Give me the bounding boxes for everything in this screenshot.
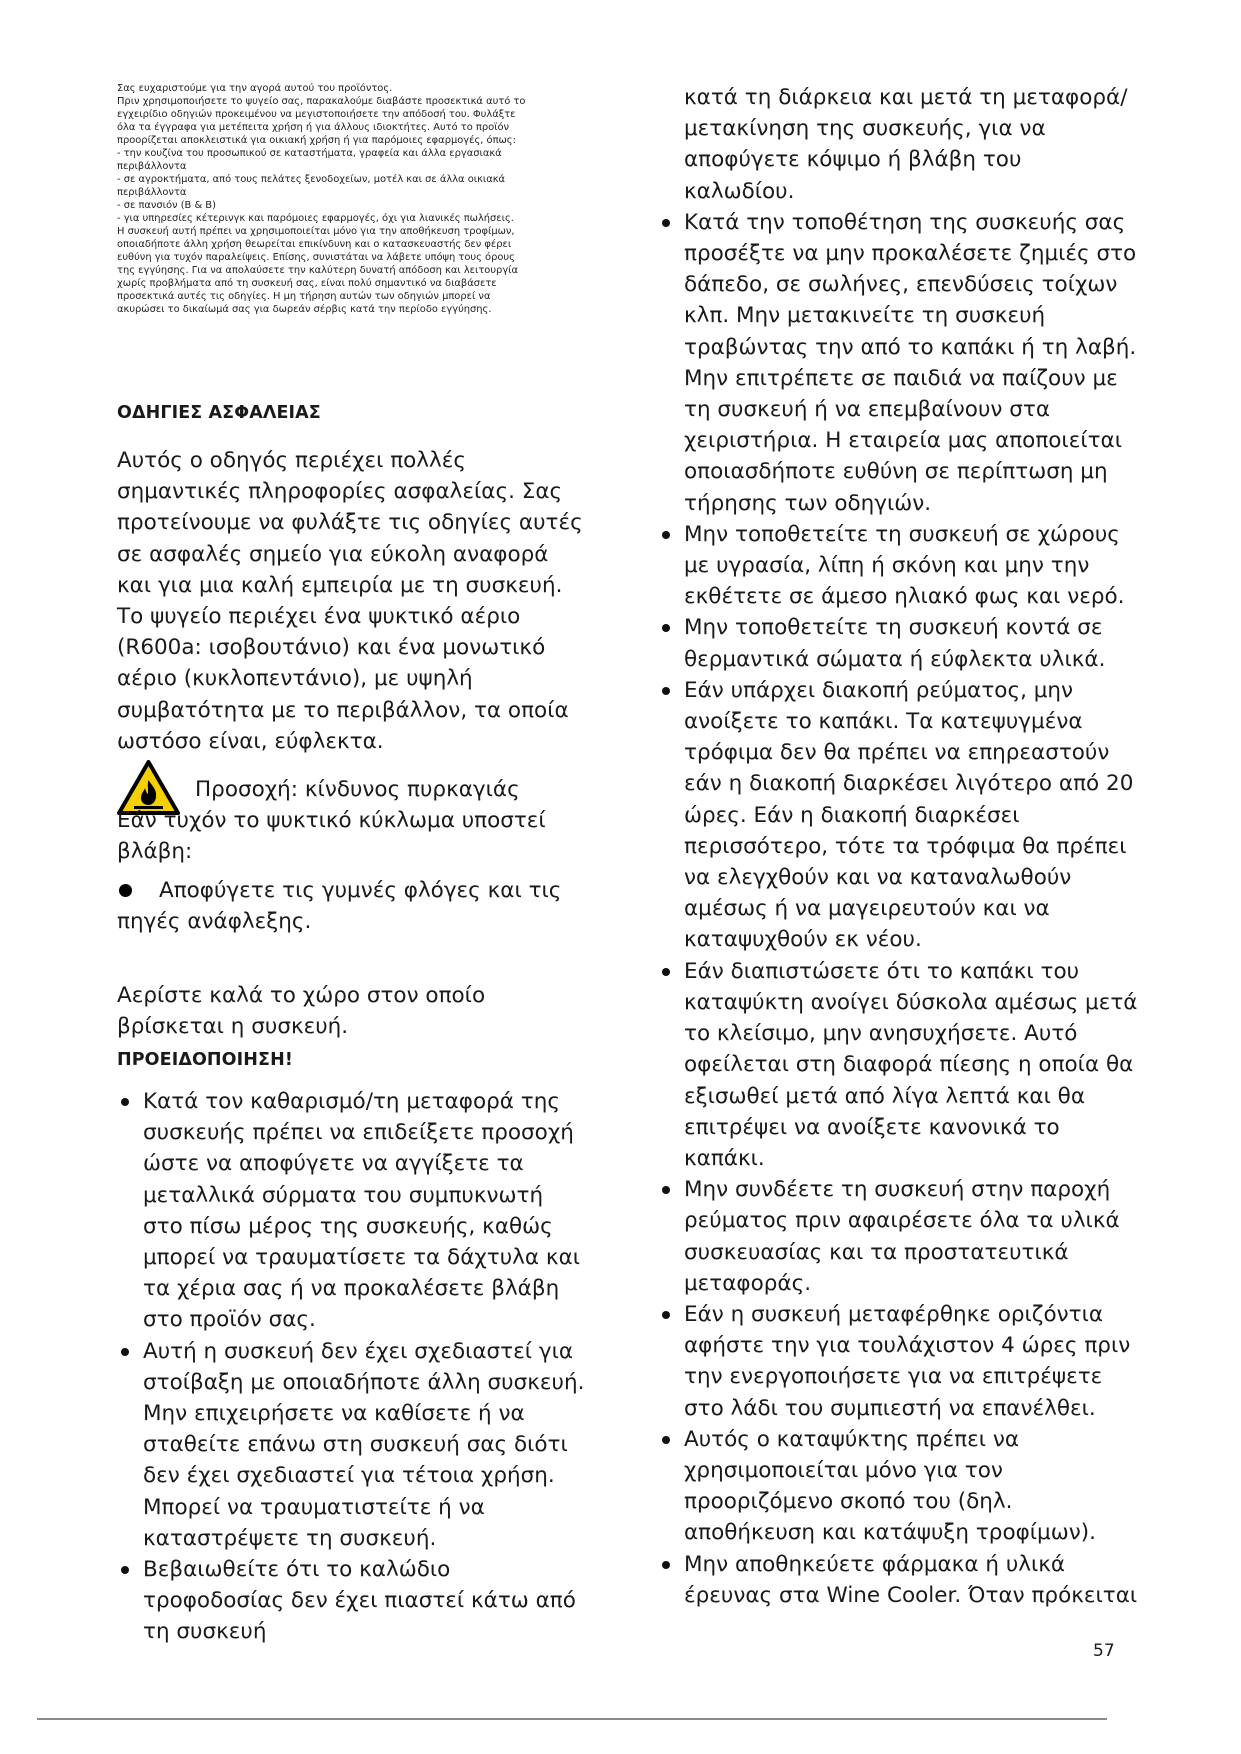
intro-line: οποιαδήποτε άλλη χρήση θεωρείται επικίνδυνη και ο κατασκευαστής δεν φέρει xyxy=(117,239,512,250)
safety-heading: ΟΔΗΓΙΕΣ ΑΣΦΑΛΕΙΑΣ xyxy=(117,403,321,423)
intro-line: - για υπηρεσίες κέτερινγκ και παρόμοιες εφαρμογές, όχι για λιανικές πωλήσεις. xyxy=(117,213,514,224)
continuation-text: κατά τη διάρκεια και μετά τη μεταφορά/μετακίνηση της συσκευής, για να αποφύγετε κόψιμο ή βλάβη του καλωδίου. xyxy=(684,85,1128,204)
intro-text xyxy=(117,82,587,316)
intro-line: περιβάλλοντα xyxy=(117,161,187,172)
list-item: Εάν διαπιστώσετε ότι το καπάκι του καταψύκτη ανοίγει δύσκολα αμέσως μετά το κλείσιμο, μην ανησυχήσετε. Αυτό οφείλεται στη διαφορά πίεσης η οποία θα εξισωθεί μετά από λίγα λεπτά και θα επιτρέψει να ανοίξετε κανονικά το καπάκι. xyxy=(658,956,1138,1174)
warning-heading: ΠΡΟΕΙΔΟΠΟΙΗΣΗ! xyxy=(117,1050,293,1070)
list-item: Κατά την τοποθέτηση της συσκευής σας προσέξτε να μην προκαλέσετε ζημιές στο δάπεδο, σε σωλήνες, επενδύσεις τοίχων κλπ. Μην μετακινείτε τη συσκευή τραβώντας την από το καπάκι ή τη λαβή. Μην επιτρέπετε σε παιδιά να παίζουν με τη συσκευή ή να επεμβαίνουν στα χειριστήρια. Η εταιρεία μας αποποιείται οποιασδήποτε ευθύνη σε περίπτωση μη τήρησης των οδηγιών. xyxy=(658,207,1138,519)
intro-line: της εγγύησης. Για να απολαύσετε την καλύτερη δυνατή απόδοση και λειτουργία xyxy=(117,265,519,276)
intro-line: - σε αγροκτήματα, από τους πελάτες ξενοδοχείων, μοτέλ και σε άλλα οικιακά xyxy=(117,174,506,185)
intro-line: όλα τα έγγραφα για μετέπειτα χρήση ή για άλλους ιδιοκτήτες. Αυτό το προϊόν xyxy=(117,122,510,133)
intro-line: Σας ευχαριστούμε για την αγορά αυτού του προϊόντος. xyxy=(117,83,393,94)
intro-line: χωρίς προβλήματα από τη συσκευή σας, είναι πολύ σημαντικό να διαβάσετε xyxy=(117,278,497,289)
intro-line: ευθύνη για τυχόν παραλείψεις. Επίσης, συνιστάται να λάβετε υπόψη τους όρους xyxy=(117,252,515,263)
intro-line: εγχειρίδιο οδηγιών προκειμένου να μεγιστοποιήσετε την απόδοσή του. Φυλάξτε xyxy=(117,109,516,120)
list-item: Μην τοποθετείτε τη συσκευή σε χώρους με υγρασία, λίπη ή σκόνη και μην την εκθέτετε σε άμεσο ηλιακό φως και νερό. xyxy=(658,519,1138,613)
intro-line: περιβάλλοντα xyxy=(117,187,187,198)
ventilate-text: Αερίστε καλά το χώρο στον οποίο βρίσκεται η συσκευή. xyxy=(117,983,486,1040)
refrigerant-paragraph: Το ψυγείο περιέχει ένα ψυκτικό αέριο (R600a: ισοβουτάνιο) και ένα μονωτικό αέριο (κυκλοπεντάνιο), με υψηλή συμβατότητα με το περιβάλλον, τα οποία ωστόσο είναι, εύφλεκτα. xyxy=(117,604,569,754)
list-item: Βεβαιωθείτε ότι το καλώδιο τροφοδοσίας δεν έχει πιαστεί κάτω από τη συσκευή xyxy=(117,1554,587,1648)
list-item: Μην συνδέετε τη συσκευή στην παροχή ρεύματος πριν αφαιρέσετε όλα τα υλικά συσκευασίας και τα προστατευτικά μεταφοράς. xyxy=(658,1174,1138,1299)
footer-divider xyxy=(37,1718,1107,1720)
list-item: Εάν υπάρχει διακοπή ρεύματος, μην ανοίξετε το καπάκι. Τα κατεψυγμένα τρόφιμα δεν θα πρέπει να επηρεαστούν εάν η διακοπή διαρκέσει λιγότερο από 20 ώρες. Εάν η διακοπή διαρκέσει περισσότερο, τότε τα τρόφιμα θα πρέπει να ελεγχθούν και να καταναλωθούν αμέσως ή να μαγειρευτούν και να καταψυχθούν εκ νέου. xyxy=(658,675,1138,956)
intro-line: προσεκτικά αυτές τις οδηγίες. Η μη τήρηση αυτών των οδηγιών μπορεί να xyxy=(117,291,491,302)
list-item: Κατά τον καθαρισμό/τη μεταφορά της συσκευής πρέπει να επιδείξετε προσοχή ώστε να αποφύγετε να αγγίξετε τα μεταλλικά σύρματα του συμπυκνωτή στο πίσω μέρος της συσκευής, καθώς μπορεί να τραυματίσετε τα δάχτυλα και τα χέρια σας ή να προκαλέσετε βλάβη στο προϊόν σας. xyxy=(117,1086,587,1336)
intro-line: Πριν χρησιμοποιήσετε το ψυγείο σας, παρακαλούμε διαβάστε προσεκτικά αυτό το xyxy=(117,96,526,107)
right-column xyxy=(658,82,1138,1611)
safety-paragraphs xyxy=(117,445,587,757)
page-number: 57 xyxy=(1093,1641,1115,1661)
bullet-dot-icon xyxy=(119,884,132,897)
intro-line: προορίζεται αποκλειστικά για οικιακή χρήση ή για παρόμοιες εφαρμογές, όπως: xyxy=(117,135,516,146)
fire-bullet-text: Αποφύγετε τις γυμνές φλόγες και τις πηγές ανάφλεξης. xyxy=(117,878,562,935)
list-item: Εάν η συσκευή μεταφέρθηκε οριζόντια αφήστε την για τουλάχιστον 4 ώρες πριν την ενεργοποιήσετε για να επιτρέψετε στο λάδι του συμπιεστή να επανέλθει. xyxy=(658,1299,1138,1424)
fire-bullet xyxy=(117,875,587,937)
list-item: Μην τοποθετείτε τη συσκευή κοντά σε θερμαντικά σώματα ή εύφλεκτα υλικά. xyxy=(658,612,1138,674)
list-item: Μην αποθηκεύετε φάρμακα ή υλικά έρευνας στα Wine Cooler. Όταν πρόκειται xyxy=(658,1549,1138,1611)
intro-line: ακυρώσει το δικαίωμά σας για δωρεάν σέρβις κατά την περίοδο εγγύησης. xyxy=(117,304,492,315)
list-item: Αυτός ο καταψύκτης πρέπει να χρησιμοποιείται μόνο για τον προοριζόμενο σκοπό του (δηλ. αποθήκευση και κατάψυξη τροφίμων). xyxy=(658,1424,1138,1549)
left-column xyxy=(117,82,587,1645)
right-list xyxy=(658,207,1138,1611)
fire-warning-title: Προσοχή: κίνδυνος πυρκαγιάς xyxy=(195,777,520,802)
intro-line: - σε πανσιόν (B & B) xyxy=(117,200,216,211)
intro-line: Η συσκευή αυτή πρέπει να χρησιμοποιείται μόνο για την αποθήκευση τροφίμων, xyxy=(117,226,515,237)
warning-list xyxy=(117,1086,587,1648)
fire-warning-text: Εάν τυχόν το ψυκτικό κύκλωμα υποστεί βλάβη: xyxy=(117,808,546,865)
safety-paragraph: Αυτός ο οδηγός περιέχει πολλές σημαντικές πληροφορίες ασφαλείας. Σας προτείνουμε να φυλάξτε τις οδηγίες αυτές σε ασφαλές σημείο για εύκολη αναφορά και για μια καλή εμπειρία με τη συσκευή. xyxy=(117,448,583,598)
intro-line: - την κουζίνα του προσωπικού σε καταστήματα, γραφεία και άλλα εργασιακά xyxy=(117,148,502,159)
list-item: Αυτή η συσκευή δεν έχει σχεδιαστεί για στοίβαξη με οποιαδήποτε άλλη συσκευή. Μην επιχειρήσετε να καθίσετε ή να σταθείτε επάνω στη συσκευή σας διότι δεν έχει σχεδιαστεί για τέτοια χρήση. Μπορεί να τραυματιστείτε ή να καταστρέψετε τη συσκευή. xyxy=(117,1336,587,1554)
